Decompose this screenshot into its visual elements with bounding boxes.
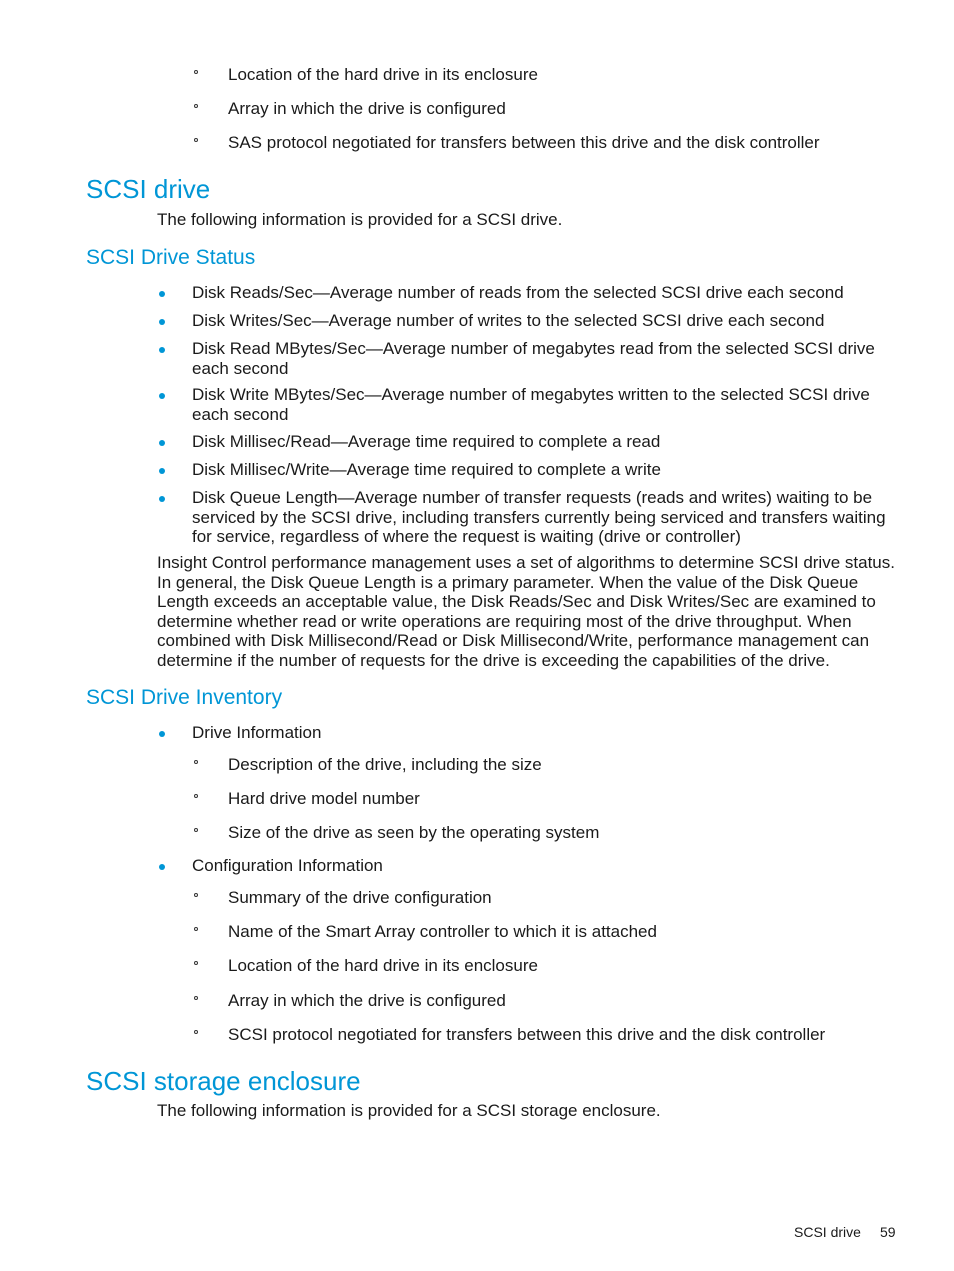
list-item: Location of the hard drive in its enclosure xyxy=(228,956,538,975)
bullet-icon xyxy=(159,291,165,297)
page-number: 59 xyxy=(880,1224,896,1240)
list-item: Configuration Information xyxy=(192,856,383,875)
list-item: Name of the Smart Array controller to which it is attached xyxy=(228,922,657,941)
sub-bullet-icon xyxy=(194,1030,198,1034)
list-item: Disk Queue Length—Average number of transfer requests (reads and writes) waiting to be serviced by the SCSI drive, including transfers currently being serviced and transfers waiting for service, regardless of where the request is waiting (drive or controller) xyxy=(192,488,886,546)
sub-bullet-icon xyxy=(194,893,198,897)
list-item: Array in which the drive is configured xyxy=(228,99,506,118)
list-item: Size of the drive as seen by the operating system xyxy=(228,823,600,842)
list-item: Disk Reads/Sec—Average number of reads from the selected SCSI drive each second xyxy=(192,283,844,302)
list-item: Drive Information xyxy=(192,723,322,742)
bullet-icon xyxy=(159,864,165,870)
sub-bullet-icon xyxy=(194,961,198,965)
sub-bullet-icon xyxy=(194,794,198,798)
bullet-icon xyxy=(159,319,165,325)
list-item: SAS protocol negotiated for transfers between this drive and the disk controller xyxy=(228,133,820,152)
list-item: Hard drive model number xyxy=(228,789,420,808)
bullet-icon xyxy=(159,347,165,353)
bullet-icon xyxy=(159,393,165,399)
list-item: Disk Millisec/Write—Average time required to complete a write xyxy=(192,460,661,479)
list-item: Array in which the drive is configured xyxy=(228,991,506,1010)
list-item: SCSI protocol negotiated for transfers between this drive and the disk controller xyxy=(228,1025,826,1044)
list-item: Location of the hard drive in its enclosure xyxy=(228,65,538,84)
sub-bullet-icon xyxy=(194,70,198,74)
sub-bullet-icon xyxy=(194,760,198,764)
section-intro: The following information is provided for a SCSI storage enclosure. xyxy=(157,1101,661,1120)
list-item: Description of the drive, including the size xyxy=(228,755,542,774)
sub-bullet-icon xyxy=(194,828,198,832)
sub-bullet-icon xyxy=(194,927,198,931)
section-heading-enclosure: SCSI storage enclosure xyxy=(86,1066,361,1096)
list-item: Disk Writes/Sec—Average number of writes to the selected SCSI drive each second xyxy=(192,311,825,330)
bullet-icon xyxy=(159,731,165,737)
status-paragraph: Insight Control performance management uses a set of algorithms to determine SCSI drive status. In general, the Disk Queue Length is a primary parameter. When the value of the Disk Queue Length exceeds an acceptable value, the Disk Reads/Sec and Disk Writes/Sec are examined to determine whether read or write operations are requiring most of the drive throughput. When combined with Disk Millisecond/Read or Disk Millisecond/Write, performance management can determine if the number of requests for the drive is exceeding the capabilities of the drive. xyxy=(157,553,895,670)
section-intro: The following information is provided for a SCSI drive. xyxy=(157,210,563,229)
sub-bullet-icon xyxy=(194,996,198,1000)
section-heading-scsi-drive: SCSI drive xyxy=(86,174,211,204)
bullet-icon xyxy=(159,468,165,474)
sub-bullet-icon xyxy=(194,104,198,108)
bullet-icon xyxy=(159,496,165,502)
subsection-heading-inventory: SCSI Drive Inventory xyxy=(86,686,283,709)
bullet-icon xyxy=(159,440,165,446)
list-item: Disk Millisec/Read—Average time required to complete a read xyxy=(192,432,661,451)
list-item: Summary of the drive configuration xyxy=(228,888,492,907)
sub-bullet-icon xyxy=(194,138,198,142)
list-item: Disk Write MBytes/Sec—Average number of megabytes written to the selected SCSI drive each second xyxy=(192,385,870,424)
list-item: Disk Read MBytes/Sec—Average number of megabytes read from the selected SCSI drive each second xyxy=(192,339,875,378)
subsection-heading-status: SCSI Drive Status xyxy=(86,246,256,269)
footer-section-label: SCSI drive xyxy=(794,1224,861,1240)
